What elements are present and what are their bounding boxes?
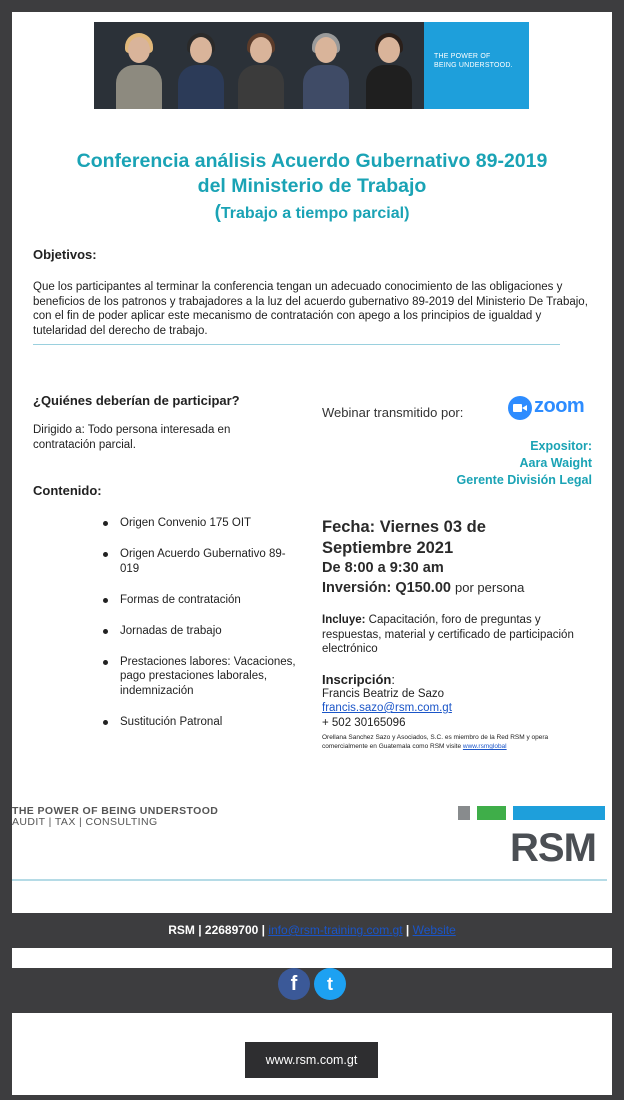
event-includes [322,613,592,657]
rsm-bar-blue [513,806,605,820]
rsm-logo: RSM [510,826,596,870]
bullet-icon [103,660,108,665]
bullet-icon [103,552,108,557]
contenido-list [103,516,298,746]
footer-website-link[interactable]: Website [412,923,456,937]
footer-divider: | [405,923,410,937]
section-divider [33,344,560,345]
list-item [103,655,298,699]
bullet-icon [103,629,108,634]
facebook-icon[interactable]: f [278,968,310,1000]
price-amount: Q150.00 [395,580,451,596]
expositor-role: Gerente División Legal [456,473,592,487]
legal-notice [322,733,592,751]
expositor-label: Expositor: [530,439,592,453]
page-title [30,149,594,199]
brand-divider [12,879,607,881]
banner-person [234,29,286,109]
zoom-camera-icon [508,396,532,420]
contact-name: Francis Beatriz de Sazo [322,688,445,700]
includes-label: Incluye: [322,614,366,626]
footer-spacer-strip [12,948,612,968]
legal-text: Orellana Sanchez Sazo y Asociados, S.C. es miembro de la Red RSM y opera comercialmente en Guatemala como RSM visite [322,734,549,750]
objetivos-text: Que los participantes al terminar la conferencia tengan un adecuado conocimiento de las obligaciones y beneficios de los patronos y trabajadores a la luz del acuerdo gubernativo 89-2019 del Ministerio De Trabajo, con el fin de poder aplicar este mecanismo de contratación con apego a los principios de igualdad y tutelaridad del derecho de trabajo. [33,281,588,337]
expositor-name: Aara Waight [519,456,592,470]
list-item [103,715,298,730]
contenido-heading: Contenido: [33,483,102,498]
rsm-bar-gray [458,806,470,820]
participants-heading: ¿Quiénes deberían de participar? [33,393,240,408]
footer-company: RSM | 22689700 | [168,923,265,937]
list-item-label: Origen Convenio 175 OIT [120,517,252,529]
header-banner-image [94,22,529,109]
inscripcion-heading [322,672,395,687]
banner-tagline-line1: THE POWER OF [434,53,491,60]
price-suffix: por persona [455,580,525,595]
page-subtitle [30,202,594,224]
webinar-label: Webinar transmitido por: [322,405,464,420]
expositor-block [392,438,592,489]
list-item [103,547,298,576]
participants-text: Dirigido a: Todo persona interesada en contratación parcial. [33,424,231,451]
list-item-label: Jornadas de trabajo [120,624,222,637]
banner-person [112,29,164,109]
zoom-logo [508,395,594,421]
list-item-label: Formas de contratación [120,593,241,606]
brand-power-line: THE POWER OF BEING UNDERSTOOD [12,805,219,817]
bullet-icon [103,720,108,725]
bullet-icon [103,521,108,526]
zoom-wordmark: zoom [534,395,585,417]
list-item [103,593,298,608]
inscripcion-heading-text: Inscripción [322,672,392,687]
brand-services-line: AUDIT | TAX | CONSULTING [12,816,158,828]
rsm-bar-green [477,806,506,820]
footer-contact-line [0,923,624,937]
banner-tagline-line2: BEING UNDERSTOOD. [434,62,513,69]
list-item [103,624,298,639]
event-price [322,580,524,596]
list-item [103,516,298,531]
website-button[interactable]: www.rsm.com.gt [245,1042,378,1078]
subtitle-open-paren: ( [214,202,221,223]
subtitle-text: Trabajo a tiempo parcial [220,205,405,222]
contact-phone: + 502 30165096 [322,717,406,729]
contact-email-link[interactable]: francis.sazo@rsm.com.gt [322,702,452,714]
title-line1: Conferencia análisis Acuerdo Gubernativo 89-2019 [76,150,548,172]
subtitle-close-paren: ) [404,205,410,222]
title-line2: del Ministerio de Trabajo [197,175,427,197]
event-date: Fecha: Viernes 03 de Septiembre 2021 [322,518,486,557]
list-item-label: Sustitución Patronal [120,715,223,728]
inscripcion-colon: : [391,672,395,687]
objetivos-heading: Objetivos: [33,247,97,262]
list-item-label: Origen Acuerdo Gubernativo 89-019 [120,548,286,575]
twitter-icon[interactable]: t [314,968,346,1000]
includes-text: Capacitación, foro de preguntas y respuestas, material y certificado de participación electrónico [322,614,574,655]
rsm-color-bars [458,806,605,820]
price-label: Inversión: [322,580,392,596]
footer-email-link[interactable]: info@rsm-training.com.gt [268,923,403,937]
rsmglobal-link[interactable]: www.rsmglobal [462,743,507,750]
event-time: De 8:00 a 9:30 am [322,560,444,576]
banner-person [299,29,351,109]
bullet-icon [103,598,108,603]
banner-person [362,29,414,109]
list-item-label: Prestaciones labores: Vacaciones, pago prestaciones laborales, indemnización [120,655,296,697]
banner-person [174,29,226,109]
banner-tagline [424,22,529,109]
